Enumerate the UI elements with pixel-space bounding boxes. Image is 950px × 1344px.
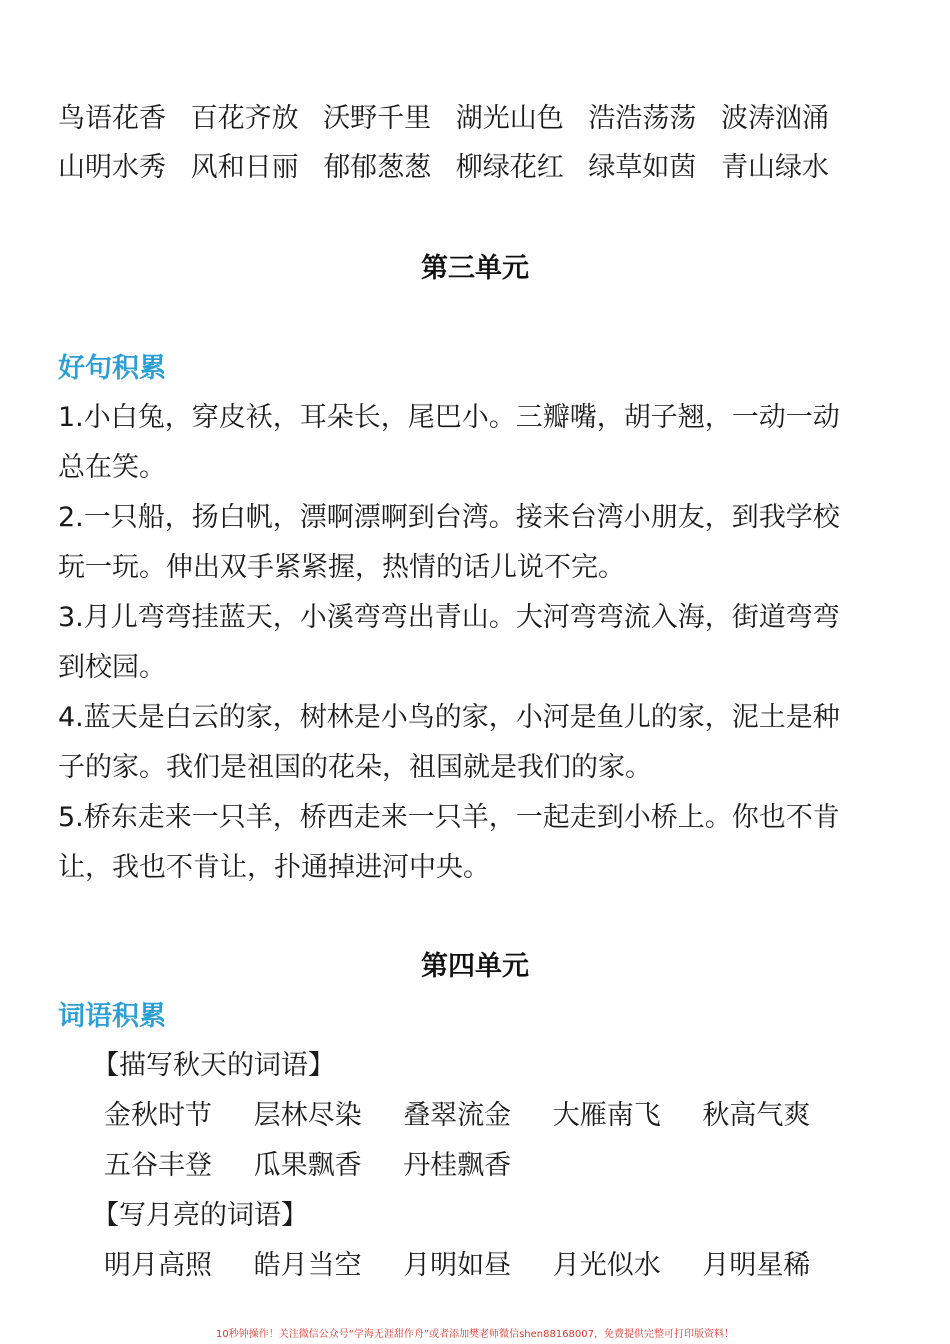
word: 五谷丰登 <box>104 1150 212 1181</box>
sentence-line: 总在笑。 <box>58 452 166 483</box>
word: 百花齐放 <box>190 103 299 134</box>
word: 郁郁葱葱 <box>323 152 432 183</box>
word: 沃野千里 <box>323 103 432 134</box>
unit4-title: 第四单元 <box>421 951 529 982</box>
sentence-line: 子的家。我们是祖国的花朵，祖国就是我们的家。 <box>58 752 652 783</box>
word: 大雁南飞 <box>552 1100 661 1131</box>
word: 皓月当空 <box>253 1250 362 1281</box>
word: 山明水秀 <box>58 152 166 183</box>
word: 明月高照 <box>104 1250 212 1281</box>
word: 瓜果飘香 <box>253 1150 362 1181</box>
unit4-heading: 词语积累 <box>58 1001 166 1032</box>
sentence-line: 2.一只船，扬白帆，漂啊漂啊到台湾。接来台湾小朋友，到我学校 <box>58 502 840 533</box>
word: 金秋时节 <box>104 1100 212 1131</box>
word: 波涛汹涌 <box>720 103 829 134</box>
sentence-line: 让，我也不肯让，扑通掉进河中央。 <box>58 852 490 883</box>
moon-words-label: 【写月亮的词语】 <box>92 1200 308 1231</box>
word: 柳绿花红 <box>455 152 564 183</box>
word-row-1 <box>58 96 845 135</box>
word: 丹桂飘香 <box>403 1150 512 1181</box>
word: 浩浩荡荡 <box>588 103 697 134</box>
word-row-2 <box>58 145 845 184</box>
word: 月明如昼 <box>403 1250 512 1281</box>
word: 绿草如茵 <box>588 152 697 183</box>
sentence-line: 1.小白兔，穿皮袄，耳朵长，尾巴小。三瓣嘴，胡子翘，一动一动 <box>58 402 840 433</box>
sentence-line: 玩一玩。伸出双手紧紧握，热情的话儿说不完。 <box>58 552 625 583</box>
unit3-heading: 好句积累 <box>58 353 166 384</box>
word: 风和日丽 <box>190 152 299 183</box>
autumn-words-label: 【描写秋天的词语】 <box>92 1050 335 1081</box>
unit3-title: 第三单元 <box>421 253 529 284</box>
sentence-line: 4.蓝天是白云的家，树林是小鸟的家，小河是鱼儿的家，泥土是种 <box>58 702 840 733</box>
sentence-line: 到校园。 <box>58 652 166 683</box>
word: 湖光山色 <box>455 103 564 134</box>
autumn-row-2 <box>104 1143 544 1182</box>
sentence-line: 5.桥东走来一只羊，桥西走来一只羊，一起走到小桥上。你也不肯 <box>58 802 840 833</box>
autumn-row-1 <box>104 1093 843 1132</box>
moon-row-1 <box>104 1243 843 1282</box>
word: 秋高气爽 <box>702 1100 811 1131</box>
footer-notice: 10秒钟操作！关注微信公众号“学海无涯甜作舟”或者添加樊老师微信shen88168007，免费提供完整可打印版资料！ <box>215 1329 735 1340</box>
word: 层林尽染 <box>253 1100 362 1131</box>
word: 月光似水 <box>552 1250 661 1281</box>
word: 鸟语花香 <box>58 103 166 134</box>
word: 青山绿水 <box>720 152 829 183</box>
word: 月明星稀 <box>702 1250 811 1281</box>
word: 叠翠流金 <box>403 1100 512 1131</box>
sentence-line: 3.月儿弯弯挂蓝天，小溪弯弯出青山。大河弯弯流入海，街道弯弯 <box>58 602 840 633</box>
